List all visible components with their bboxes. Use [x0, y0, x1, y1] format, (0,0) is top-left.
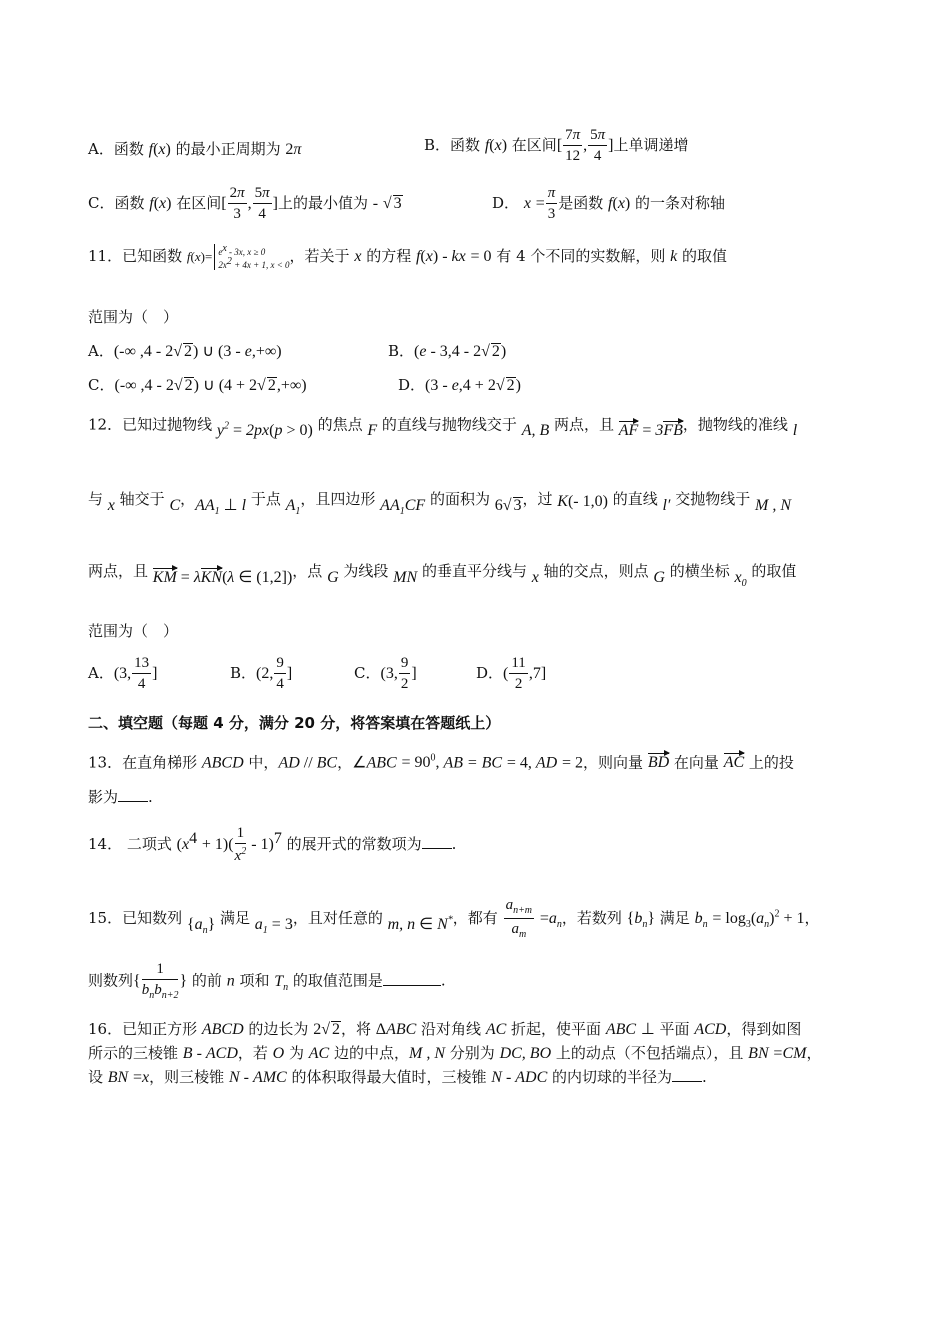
q11-option-b: B．(e - 3,4 - 2√ 2)	[388, 342, 507, 360]
q12-stem-line-3: 两点，且 KM = λKN(λ ∈ (1,2])，点 G 为线段 MN 的垂直平分线与 x 轴的交点，则点 G 的横坐标 $x_0$ 的取值	[88, 562, 797, 590]
q10-option-b: B．函数 f(x) 在区间[ $\frac{7\pi}{12}$ , $\frac{5\pi}{4}$ ]上单调递增	[424, 127, 689, 164]
q10-option-b-label: B．	[424, 136, 451, 154]
q15-stem-line-1: 15．已知数列 $\{a_n\}$ 满足 $a_1 = 3$，且对任意的 m, n ∈ N*，都有 $\frac{a_{n+m}}{a_m}$ $=a_n$，若数列 $\{b_n\}$ 满足 $b_n = \log_3(a_n)^2 + 1$，	[88, 897, 820, 940]
q11-option-a: A．(-∞ ,4 - 2√ 2) ∪ (3 - e,+∞)	[88, 342, 282, 360]
q15-stem-line-2: 则数列{ $\frac{1}{b_nb_{n+2}}$ } 的前 n 项和 $T_n$ 的取值范围是 .	[88, 961, 446, 1001]
q12-option-c-label: C．	[354, 664, 381, 682]
q11-option-d-label: D．	[398, 376, 426, 394]
q11-stem: 11．已知函数 f(x)= $e^x - 3x$, x ≥ 0 $2x^2 + 4x + 1$, x < 0 ，若关于 x 的方程 f(x) - kx = 0 有 4 个不同的实数解，则 k 的取值	[88, 243, 728, 270]
q14-stem: 14． 二项式 $(x^4 + 1)$( $\frac{1}{x^2}$ - 1)$^7$ 的展开式的常数项为 .	[88, 825, 457, 864]
q16-stem-line-2: 所示的三棱锥 B - ACD，若 O 为 AC 边的中点，M , N 分别为 DC, BO 上的动点（不包括端点），且 BN =CM，	[88, 1044, 822, 1062]
q11-option-a-label: A．	[88, 342, 114, 360]
q16-answer-blank[interactable]	[672, 1067, 702, 1082]
q12-number: 12．	[88, 415, 123, 434]
q10-option-c-label: C．	[88, 194, 115, 212]
q12-option-d-label: D．	[476, 664, 504, 682]
q12-option-b: B．(2, $\frac{9}{4}$ ]	[230, 655, 293, 692]
q10-option-d-label: D．	[492, 194, 520, 212]
q10-options-row-1	[88, 127, 878, 168]
section-2-heading: 二、填空题（每题 4 分，满分 20 分，将答案填在答题纸上）	[88, 714, 501, 732]
q11-number: 11．	[88, 247, 123, 265]
q14-answer-blank[interactable]	[422, 834, 452, 849]
q13-number: 13．	[88, 753, 123, 772]
q11-option-d: D．(3 - e,4 + 2√ 2)	[398, 376, 521, 394]
q15-answer-blank[interactable]	[383, 971, 441, 986]
q12-stem-line-2: 与 x 轴交于 C，$AA_1$ ⊥ l 于点 $A_1$，且四边形 $AA_1CF$ 的面积为 6√ 3，过 K(- 1,0) 的直线 l′ 交抛物线于 M , N	[88, 490, 791, 518]
q14-number: 14．	[88, 835, 123, 853]
q16-number: 16．	[88, 1020, 123, 1038]
q10-option-d: D． x = $\frac{\pi}{3}$ 是函数 f(x) 的一条对称轴	[492, 185, 726, 222]
q11-option-c-label: C．	[88, 376, 115, 394]
q10-option-c: C．函数 f(x) 在区间[ $\frac{2\pi}{3}$ , $\frac{5\pi}{4}$ ]上的最小值为 - √ 3	[88, 185, 402, 222]
q12-option-c: C．(3, $\frac{9}{2}$ ]	[354, 655, 417, 692]
q16-stem-line-3: 设 BN =x，则三棱锥 N - AMC 的体积取得最大值时，三棱锥 N - ADC 的内切球的半径为 .	[88, 1068, 707, 1086]
q12-option-a: A．(3, $\frac{13}{4}$ ]	[88, 655, 158, 692]
q12-option-a-label: A．	[88, 664, 114, 682]
q13-stem-line-2: 影为 .	[88, 788, 153, 806]
q12-option-b-label: B．	[230, 664, 257, 682]
q16-stem-line-1: 16．已知正方形 ABCD 的边长为 2√ 2，将 ΔABC 沿对角线 AC 折起，使平面 ABC ⊥ 平面 ACD，得到如图	[88, 1020, 802, 1038]
q12-options	[88, 656, 878, 700]
q11-option-c: C．(-∞ ,4 - 2√ 2) ∪ (4 + 2√ 2,+∞)	[88, 376, 307, 394]
q10-options-row-2	[88, 185, 878, 224]
q12-stem-line-1: 12．已知过抛物线 $y^2 = 2px(p > 0)$ 的焦点 F 的直线与抛物线交于 A, B 两点，且 AF = 3FB，抛物线的准线 l	[88, 415, 798, 440]
q15-number: 15．	[88, 909, 123, 927]
q10-option-a-label: A．	[88, 140, 114, 158]
q10-option-a: A．函数 f(x) 的最小正周期为 2π	[88, 140, 302, 158]
q13-stem-line-1: 13．在直角梯形 ABCD 中，AD // BC，∠ABC = $90^0$, AB = BC = 4, AD = 2，则向量 BD 在向量 AC 上的投	[88, 753, 794, 772]
q11-stem-tail: 范围为（ ）	[88, 308, 179, 326]
q12-stem-tail: 范围为（ ）	[88, 622, 179, 640]
q12-option-d: D．( $\frac{11}{2}$ ,7]	[476, 655, 547, 692]
q13-answer-blank[interactable]	[118, 787, 148, 802]
q11-option-b-label: B．	[388, 342, 415, 360]
